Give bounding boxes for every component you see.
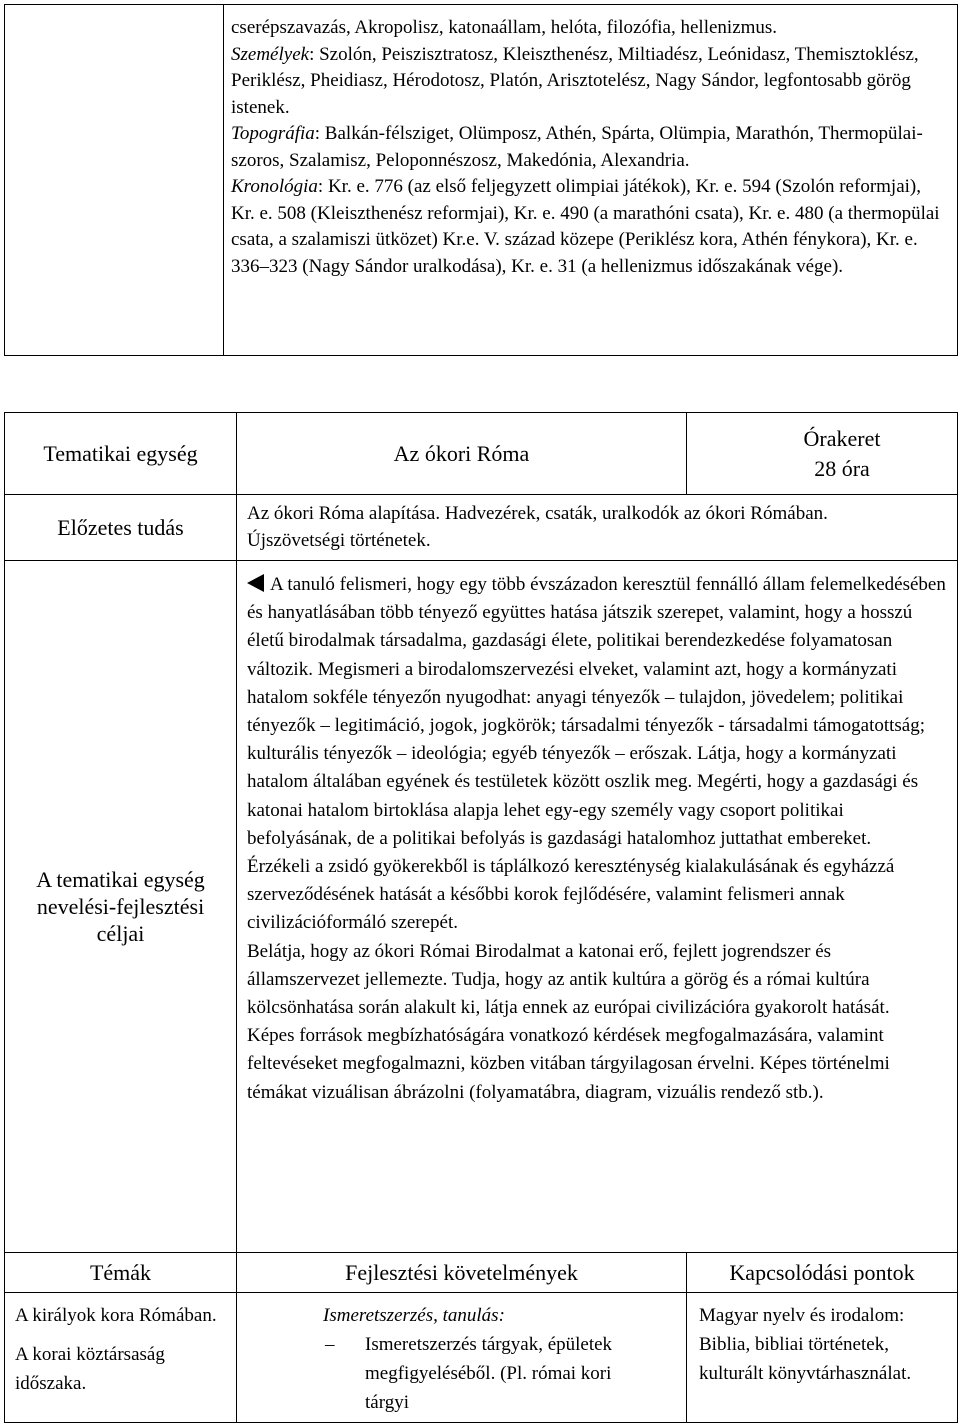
unit-title: Az ókori Róma — [393, 440, 530, 466]
hours-cell — [687, 413, 958, 495]
topography-label: Topográfia — [231, 123, 315, 144]
connections-cell — [687, 1293, 958, 1423]
chronology-label: Kronológia — [231, 176, 318, 197]
goals-paragraph-1: A tanuló felismeri, hogy egy több évszázadon keresztül fennálló állam felemelkedésében és hanyatlásában több tényező együttes hatása játszik szerepet, valamint, hogy a hosszú életű birodalmak társadalma, gazdasági élete, politikai berendezkedése folyamatosan változik. Megismeri a birodalomszervezési elveket, valamint azt, hogy a kormányzati hatalom sokféle tényezőn nyugodhat: anyagi tényezők – tulajdon, jövedelem; politikai tényezők – legitimáció, jogok, jogkörök; társadalmi tényezők - társadalmi támogatottság; kulturális tényezők – ideológia; egyéb tényezők – erőszak. Látja, hogy a kormányzati hatalom általában egyének és testületek között oszlik meg. Megérti, hogy a gazdasági és katonai hatalom birtoklása alapja lehet egy-egy személy vagy csoport politikai befolyásának, de a politikai befolyás is gazdasági hatalomhoz juttathat embereket. — [247, 574, 946, 849]
goals-paragraph-2: Érzékeli a zsidó gyökerekből is táplálkozó kereszténység kialakulásának és egyházzá szerveződésének hatását a későbbi korok fejlődésére, valamint felismeri annak civilizációformáló szerepét. — [247, 856, 895, 934]
connections-header-cell — [687, 1253, 958, 1293]
goals-paragraph-4: Képes források megbízhatóságára vonatkozó kérdések megfogalmazására, valamint feltevéseket megfogalmazni, közben vitában tárgyilagosan érvelni. Képes történelmi témákat vizuálisan ábrázolni (folyamatábra, diagram, vizuális rendező stb.). — [247, 1025, 890, 1103]
unit-title-cell — [237, 413, 687, 495]
topics-header: Témák — [89, 1259, 152, 1285]
top-table-label-cell — [5, 5, 224, 356]
chronology-text: : Kr. e. 776 (az első feljegyzett olimpiai játékok), Kr. e. 594 (Szolón reformjai), Kr. e. 508 (Kleiszthenész reformjai), Kr. e. 490 (a marathóni csata), Kr. e. 480 (a thermopülai csata, a szalamiszi ütközet) Kr.e. V. század közepe (Periklész kora, Athén fénykora), Kr. e. 336–323 (Nagy Sándor uralkodása), Kr. e. 31 (a hellenizmus időszakának vége). — [231, 176, 940, 277]
prior-knowledge-label: Előzetes tudás — [57, 514, 184, 540]
requirements-header: Fejlesztési követelmények — [345, 1259, 578, 1285]
triangle-left-icon — [247, 574, 264, 592]
unit-label: Tematikai egység — [43, 440, 198, 466]
topic-2: A korai köztársaság időszaka. — [15, 1344, 165, 1394]
concepts-line: cserépszavazás, Akropolisz, katonaállam, helóta, filozófia, hellenizmus. — [231, 17, 778, 38]
topics-header-cell — [5, 1253, 237, 1293]
prior-knowledge-text: Az ókori Róma alapítása. Hadvezérek, csaták, uralkodók az ókori Rómában. Újszövetségi történetek. — [247, 503, 828, 551]
hours-value: 28 óra — [814, 455, 870, 481]
topic-1: A királyok kora Rómában. — [15, 1305, 217, 1326]
connections-header: Kapcsolódási pontok — [729, 1259, 915, 1285]
prior-knowledge-cell — [237, 495, 958, 561]
goals-label-cell — [5, 561, 237, 1253]
persons-text: : Szolón, Peiszisztratosz, Kleiszthenész, Miltiadész, Leónidasz, Themisztoklész, Periklész, Pheidiasz, Hérodotosz, Platón, Arisztotelész, Nagy Sándor, legfontosabb görög istenek. — [231, 43, 919, 118]
unit-label-cell — [5, 413, 237, 495]
hours-label: Órakeret — [803, 425, 881, 451]
requirements-heading: Ismeretszerzés, tanulás: — [323, 1305, 505, 1326]
unit-table — [4, 412, 958, 1423]
requirements-bullet — [323, 1330, 676, 1417]
topics-cell — [5, 1293, 237, 1423]
topography-text: : Balkán-félsziget, Olümposz, Athén, Spárta, Olümpia, Marathón, Thermopülai-szoros, Szalamisz, Peloponnészosz, Makedónia, Alexandria. — [231, 123, 923, 171]
connections-text: Magyar nyelv és irodalom: Biblia, bibliai történetek, kulturált könyvtárhasználat. — [699, 1305, 912, 1384]
requirements-header-cell — [237, 1253, 687, 1293]
goals-cell — [237, 561, 958, 1253]
bullet-dash: – — [325, 1334, 335, 1355]
goals-paragraph-3: Belátja, hogy az ókori Római Birodalmat a katonai erő, fejlett jogrendszer és államszervezet jellemezte. Tudja, hogy az antik kultúra a görög és a római kultúra kölcsönhatása során alakult ki, látja ennek az európai civilizációra gyakorolt hatását. — [247, 940, 890, 1019]
requirements-bullet-text: Ismeretszerzés tárgyak, épületek megfigyeléséből. (Pl. római kori tárgyi — [365, 1334, 613, 1413]
top-table — [4, 4, 958, 356]
prior-knowledge-label-cell — [5, 495, 237, 561]
requirements-cell — [237, 1293, 687, 1423]
goals-label: A tematikai egység nevelési-fejlesztési céljai — [36, 867, 205, 946]
top-table-content-cell — [224, 5, 958, 356]
persons-label: Személyek — [231, 43, 310, 65]
